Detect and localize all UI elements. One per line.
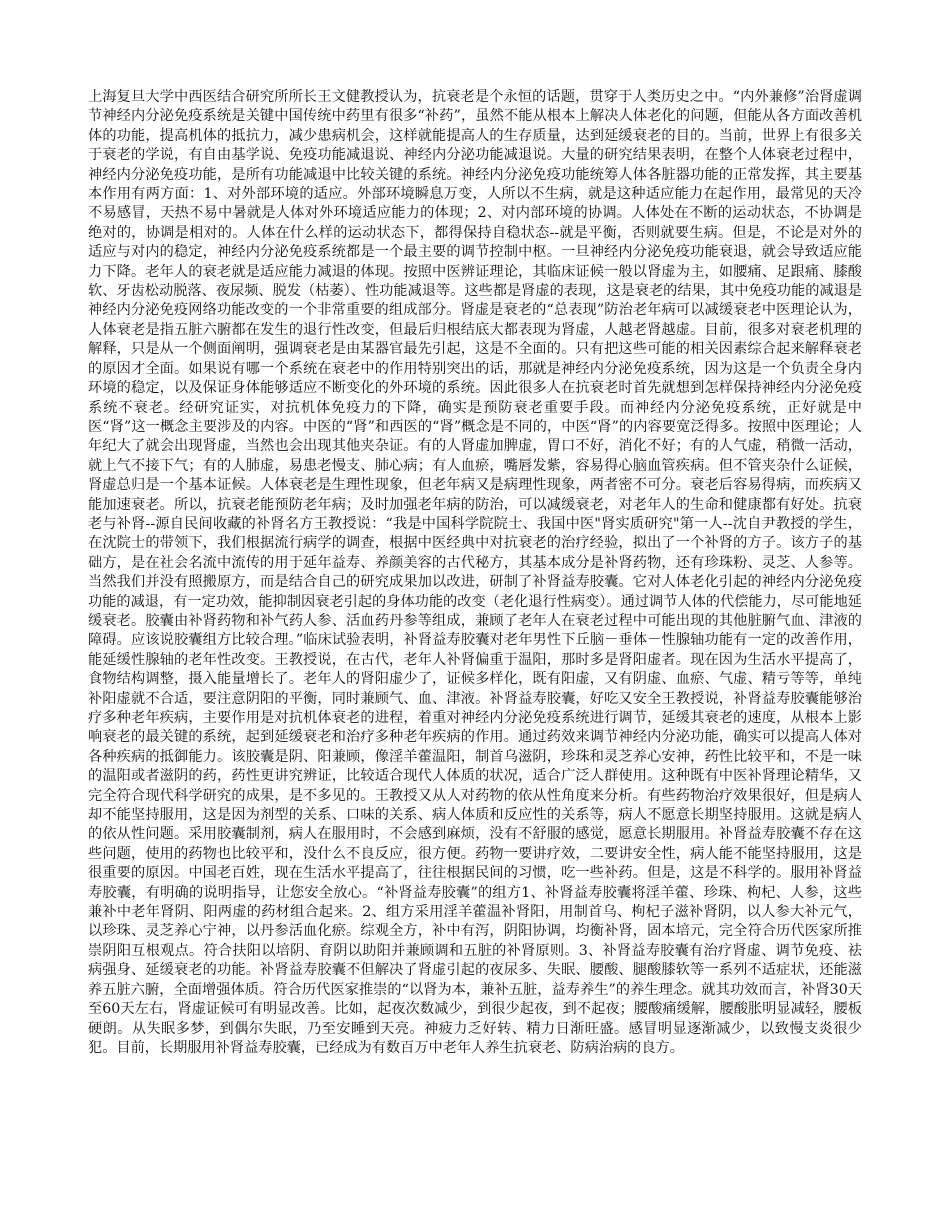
document-page [88, 88, 862, 1058]
article-body: 上海复旦大学中西医结合研究所所长王文健教授认为，抗衰老是个永恒的话题，贯穿于人类历史之中。“内外兼修”治肾虚调节神经内分泌免疫系统是关键中国传统中药里有很多“补药”，虽然不能从根本上解决人体老化的问题，但能从各方面改善机体的功能，提高机体的抵抗力，减少患病机会，这样就能提高人的生存质量，达到延缓衰老的目的。当前，世界上有很多关于衰老的学说，有自由基学说、免疫功能减退说、神经内分泌功能减退说。大量的研究结果表明，在整个人体衰老过程中，神经内分泌免疫功能，是所有功能减退中比较关键的系统。神经内分泌免疫功能统筹人体各脏器功能的正常发挥，其主要基本作用有两方面：1、对外部环境的适应。外部环境瞬息万变，人所以不生病，就是这种适应能力在起作用，最常见的天冷不易感冒，天热不易中暑就是人体对外环境适应能力的体现；2、对内部环境的协调。人体处在不断的运动状态，不协调是绝对的，协调是相对的。人体在什么样的运动状态下，都得保持自稳状态--就是平衡，否则就要生病。但是，不论是对外的适应与对内的稳定，神经内分泌免疫系统都是一个最主要的调节控制中枢。一旦神经内分泌免疫功能衰退，就会导致适应能力下降。老年人的衰老就是适应能力减退的体现。按照中医辨证理论，其临床证候一般以肾虚为主，如腰痛、足跟痛、膝酸软、牙齿松动脱落、夜尿频、脱发（枯萎）、性功能减退等。这些都是肾虚的表现，这是衰老的结果，其中免疫功能的减退是神经内分泌免疫网络功能改变的一个非常重要的组成部分。肾虚是衰老的“总表现”防治老年病可以减缓衰老中医理论认为，人体衰老是指五脏六腑都在发生的退行性改变，但最后归根结底大都表现为肾虚，人越老肾越虚。目前，很多对衰老机理的解释，只是从一个侧面阐明，强调衰老是由某器官最先引起，这是不全面的。只有把这些可能的相关因素综合起来解释衰老的原因才全面。如果说有哪一个系统在衰老中的作用特别突出的话，那就是神经内分泌免疫系统，因为这是一个负责全身内环境的稳定，以及保证身体能够适应不断变化的外环境的系统。因此很多人在抗衰老时首先就想到怎样保持神经内分泌免疫系统不衰老。经研究证实，对抗机体免疫力的下降，确实是预防衰老重要手段。而神经内分泌免疫系统，正好就是中医“肾”这一概念主要涉及的内容。中医的“肾”和西医的“肾”概念是不同的，中医“肾”的内容要宽泛得多。按照中医理论；人年纪大了就会出现肾虚，当然也会出现其他夹杂证。有的人肾虚加脾虚，胃口不好，消化不好；有的人气虚，稍微一活动，就上气不接下气；有的人肺虚，易患老慢支、肺心病；有人血瘀，嘴唇发紫，容易得心脑血管疾病。但不管夹杂什么证候，肾虚总归是一个基本证候。人体衰老是生理性现象，但老年病又是病理性现象，两者密不可分。衰老后容易得病，而疾病又能加速衰老。所以，抗衰老能预防老年病；及时加强老年病的防治，可以减缓衰老，对老年人的生命和健康都有好处。抗衰老与补肾--源自民间收藏的补肾名方王教授说：“我是中国科学院院士、我国中医"肾实质研究"第一人--沈自尹教授的学生，在沈院士的带领下，我们根据流行病学的调查，根据中医经典中对抗衰老的治疗经验，拟出了一个补肾的方子。该方子的基础方，是在社会名流中流传的用于延年益寿、养颜美容的古代秘方，其基本成分是补肾药物，还有珍珠粉、灵芝、人参等。当然我们并没有照搬原方，而是结合自己的研究成果加以改进，研制了补肾益寿胶囊。它对人体老化引起的神经内分泌免疫功能的减退，有一定功效，能抑制因衰老引起的身体功能的改变（老化退行性病变）。通过调节人体的代偿能力，尽可能地延缓衰老。胶囊由补肾药物和补气药人参、活血药丹参等组成，兼顾了老年人在衰老过程中可能出现的其他脏腑气血、津液的障碍。应该说胶囊组方比较合理。”临床试验表明，补肾益寿胶囊对老年男性下丘脑－垂体－性腺轴功能有一定的改善作用，能延缓性腺轴的老年性改变。王教授说，在古代，老年人补肾偏重于温阳，那时多是肾阳虚者。现在因为生活水平提高了，食物结构调整，摄入能量增长了。老年人的肾阳虚少了，证候多样化，既有阳虚，又有阴虚、血瘀、气虚、精亏等等，单纯补阳虚就不合适，要注意阴阳的平衡，同时兼顾气、血、津液。补肾益寿胶囊，好吃又安全王教授说，补肾益寿胶囊能够治疗多种老年疾病，主要作用是对抗机体衰老的进程，着重对神经内分泌免疫系统进行调节，延缓其衰老的速度，从根本上影响衰老的最关键的系统，起到延缓衰老和治疗多种老年疾病的作用。通过药效来调节神经内分泌功能，确实可以提高人体对各种疾病的抵御能力。该胶囊是阴、阳兼顾，像淫羊藿温阳，制首乌滋阴，珍珠和灵芝养心安神，药性比较平和，不是一味的温阳或者滋阴的药，药性更讲究辨证，比较适合现代人体质的状况，适合广泛人群使用。这种既有中医补肾理论精华，又完全符合现代科学研究的成果，是不多见的。王教授又从人对药物的依从性角度来分析。有些药物治疗效果很好，但是病人却不能坚持服用，这是因为剂型的关系、口味的关系、病人体质和反应性的关系等，病人不愿意长期坚持服用。这就是病人的依从性问题。采用胶囊制剂，病人在服用时，不会感到麻烦，没有不舒服的感觉，愿意长期服用。补肾益寿胶囊不存在这些问题，使用的药物也比较平和，没什么不良反应，很方便。药物一要讲疗效，二要讲安全性，病人能不能坚持服用，这是很重要的原因。中国老百姓，现在生活水平提高了，往往根据民间的习惯，吃一些补药。但是，这是不科学的。服用补肾益寿胶囊，有明确的说明指导，让您安全放心。“补肾益寿胶囊”的组方1、补肾益寿胶囊将淫羊藿、珍珠、枸杞、人参，这些兼补中老年肾阴、阳两虚的药材组合起来。2、组方采用淫羊藿温补肾阳，用制首乌、枸杞子滋补肾阴，以人参大补元气，以珍珠、灵芝养心宁神，以丹参活血化瘀。综观全方，补中有泻，阴阳协调，均衡补肾，固本培元，完全符合历代医家所推崇阴阳互根观点。符合扶阳以培阴、育阴以助阳并兼顾调和五脏的补肾原则。3、补肾益寿胶囊有治疗肾虚、调节免疫、祛病强身、延缓衰老的功能。补肾益寿胶囊不但解决了肾虚引起的夜尿多、失眠、腰酸、腿酸膝软等一系列不适症状，还能滋养五脏六腑，全面增强体质。符合历代医家推崇的“以肾为本，兼补五脏，益寿养生”的养生理念。就其功效而言，补肾30天至60天左右，肾虚证候可有明显改善。比如，起夜次数减少，到很少起夜，到不起夜；腰酸痛缓解，腰酸胀明显减轻，腰板硬朗。从失眠多梦，到偶尔失眠，乃至安睡到天亮。神疲力乏好转、精力日渐旺盛。感冒明显逐渐减少，以致慢支炎很少犯。目前，长期服用补肾益寿胶囊，已经成为有数百万中老年人养生抗衰老、防病治病的良方。 [88, 89, 862, 1056]
